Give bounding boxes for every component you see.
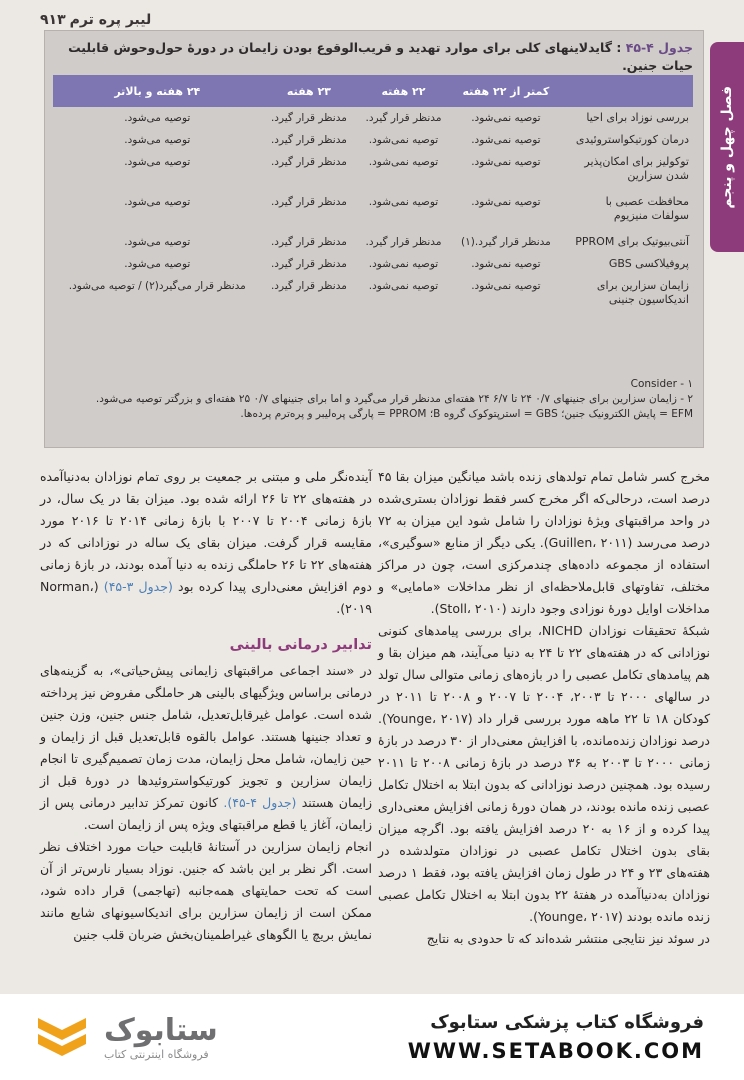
- paragraph: [40, 466, 372, 620]
- chapter-label: فصل چهل و پنجم: [719, 85, 735, 209]
- row-label: درمان کورتیکواستروئیدی: [575, 133, 689, 146]
- table-cell: توصیه می‌شود.: [124, 134, 191, 146]
- table-cell: مدنظر قرار گیرد.: [365, 112, 442, 124]
- logo-subtitle: فروشگاه اینترنتی کتاب: [104, 1048, 209, 1061]
- table-cell: توصیه نمی‌شود.: [368, 134, 439, 146]
- table-cell: توصیه نمی‌شود.: [471, 112, 541, 124]
- table-cell: مدنظر قرار گیرد.(۱): [461, 236, 551, 248]
- table-cell: مدنظر قرار گیرد.: [270, 134, 347, 146]
- table-cell: توصیه می‌شود.: [124, 236, 191, 248]
- table-cell: مدنظر قرار گیرد.: [270, 196, 347, 208]
- row-label: زایمان سزارین برای اندیکاسیون جنینی: [596, 279, 689, 306]
- book-title: لیبر پره ترم: [69, 12, 152, 28]
- row-label: پروفیلاکسی GBS: [608, 257, 689, 270]
- footnote: ۱ - Consider: [630, 378, 693, 390]
- table-title: [45, 31, 703, 75]
- table-header-cell: ۲۴ هفته و بالاتر: [53, 75, 262, 107]
- table-cell: توصیه نمی‌شود.: [471, 134, 541, 146]
- section-heading: تدابیر درمانی بالینی: [229, 637, 372, 653]
- right-text-column: [378, 466, 710, 950]
- store-footer-banner: [0, 994, 744, 1080]
- table-footnotes: [55, 377, 693, 422]
- table-cell: مدنظر قرار گیرد.: [270, 236, 347, 248]
- paragraph-text: در «سند اجماعی مراقبتهای زایمانی پیش‌حیاتی»، به گزینه‌های درمانی براساس ویژگیهای بالینی هر حاملگی مفروض نیز پرداخته شده است. عوامل غیرقابل‌تعدیل، شامل جنس جنین، وزن جنین و تعداد جنینها هستند. عوامل بالقوه قابل‌تعدیل قبل از زایمان و حین زایمان، شامل محل زایمان، مدت زمان تصمیم‌گیری تا انجام زایمان سزارین و تجویز کورتیکواستروئیدها در دورهٔ قبل از زایمان هستند: [40, 663, 372, 810]
- paragraph: در سوئد نیز نتایجی منتشر شده‌اند که تا حدودی به نتایج: [426, 931, 710, 946]
- table-header-cell: ۲۲ هفته: [356, 75, 451, 107]
- logo-text: [104, 1013, 218, 1061]
- table-cell: توصیه می‌شود.: [124, 258, 191, 270]
- table-cell: توصیه نمی‌شود.: [368, 196, 439, 208]
- table-header-cell: [561, 75, 693, 107]
- table-cell: مدنظر قرار گیرد.: [270, 112, 347, 124]
- left-text-column: [40, 466, 372, 946]
- table-cell: توصیه نمی‌شود.: [471, 196, 541, 208]
- paragraph: شبکهٔ تحقیقات نوزادان NICHD، برای بررسی پیامدهای کنونی نوزادانی که در هفته‌های ۲۲ تا ۲۴ به دنیا می‌آیند، هم میزان بقا و هم پیامدهای تکامل عصبی را در بازه‌های زمانی متوالی سال تولد در سالهای ۲۰۰۰ تا ۲۰۰۳، ۲۰۰۴ تا ۲۰۰۷ و ۲۰۰۸ تا ۲۰۱۱ در کودکان ۱۸ تا ۲۲ ماهه مورد بررسی قرار داد (Younge، ۲۰۱۷). درصد نوزادان زنده‌مانده، با افزایش معنی‌دار از ۳۰ درصد در بازهٔ زمانی ۲۰۰۰ تا ۲۰۰۳ به ۳۶ درصد در بازهٔ زمانی ۲۰۰۸ تا ۲۰۱۱ رسیده بود. همچنین درصد نوزادانی که بدون ابتلا به اختلال تکامل عصبی زنده مانده بودند، در همان دورهٔ زمانی افزایش معنی‌داری پیدا کرده و از ۱۶ به ۲۰ درصد افزایش یافته بود. اگرچه میزان بقای بدون اختلال تکامل عصبی در نوزادان متولدشده در هفته‌های ۲۳ و ۲۴ در طول زمان افزایش یافته بود، فقط ۱ درصد نوزادان به‌دنیاآمده در هفتهٔ ۲۲ بدون ابتلا به اختلال تکامل عصبی زنده مانده بودند (Younge، ۲۰۱۷).: [378, 623, 711, 924]
- table-number: جدول ۴-۴۵: [625, 40, 693, 55]
- table-row: [53, 227, 693, 253]
- table-row: [53, 129, 693, 151]
- table-row: [53, 187, 693, 227]
- store-logo[interactable]: [30, 1010, 218, 1064]
- table-cell: توصیه می‌شود.: [124, 112, 191, 124]
- footnote: ۲ - زایمان سزارین برای جنینهای ۰/۷ ۲۴ تا ۶/۷ ۲۴ هفته‌ای مدنظر قرار می‌گیرد و اما برای جنینهای ۰/۷ ۲۵ هفته‌ای و بزرگتر توصیه می‌شود.: [95, 393, 693, 405]
- table-cell: توصیه نمی‌شود.: [368, 258, 439, 270]
- footnote: EFM = پایش الکترونیک جنین؛ GBS = استرپتوکوک گروه B؛ PPROM = پارگی پره‌لیبر و پره‌ترم پرده‌ها.: [240, 408, 693, 420]
- table-row: [53, 253, 693, 275]
- paragraph-text: آینده‌نگر ملی و مبتنی بر جمعیت بر روی تمام نوزادان به‌دنیاآمده در هفته‌های ۲۲ تا ۲۶ ارائه شده بود. میزان بقا در یک سال، در بازهٔ زمانی ۲۰۰۴ تا ۲۰۰۷ با بازهٔ زمانی ۲۰۱۴ تا ۲۰۱۶ مورد مقایسه قرار گرفت. میزان بقای یک ساله در نوزادانی که در هفته‌های ۲۲ تا ۲۶ حاملگی زنده به دنیا آمده بودند، در بازهٔ زمانی دوم افزایش معنی‌داری پیدا کرده بود: [40, 469, 373, 594]
- logo-name: ستابوک: [104, 1013, 218, 1048]
- table-row: [53, 275, 693, 311]
- paragraph: [40, 660, 372, 836]
- table-header-cell: کمتر از ۲۲ هفته: [451, 75, 561, 107]
- guideline-table-box: [44, 30, 704, 448]
- page-number: ۹۱۳: [40, 12, 66, 28]
- row-label: توکولیز برای امکان‌پذیر شدن سزارین: [584, 155, 689, 182]
- table-cell: مدنظر قرار گیرد.: [270, 258, 347, 270]
- table-header-row: [53, 75, 693, 107]
- table-cell: مدنظر قرار گیرد.: [270, 280, 347, 292]
- table-cell: مدنظر قرار می‌گیرد(۲) / توصیه می‌شود.: [68, 280, 246, 292]
- table-header-cell: ۲۳ هفته: [262, 75, 357, 107]
- guideline-table: [53, 75, 693, 311]
- table-reference-link[interactable]: (جدول ۴-۴۵).: [223, 795, 297, 810]
- table-cell: توصیه نمی‌شود.: [471, 258, 541, 270]
- table-cell: توصیه نمی‌شود.: [368, 156, 439, 168]
- paragraph: انجام زایمان سزارین در آستانهٔ قابلیت حیات مورد اختلاف نظر است. اگر نظر بر این باشد که جنین. نوزاد بسیار نارس‌تر از آن است که تحت حمایتهای همه‌جانبه (تهاجمی) قرار داده شود، ممکن است از زایمان سزارین برای اندیکاسیونهای شایع مانند نمایش بریچ یا الگوهای غیراطمینان‌بخش ضربان قلب جنین: [40, 839, 372, 942]
- table-reference-link[interactable]: (جدول ۳-۴۵): [103, 579, 173, 594]
- table-cell: توصیه نمی‌شود.: [368, 280, 439, 292]
- chapter-side-tab: [710, 42, 744, 252]
- table-cell: مدنظر قرار گیرد.: [270, 156, 347, 168]
- table-cell: مدنظر قرار گیرد.: [365, 236, 442, 248]
- chevron-logo-icon: [30, 1010, 94, 1064]
- paragraph-text: کانون تمرکز تدابیر درمانی پس از زایمان، آغاز یا قطع مراقبتهای ویژه پس از زایمان است.: [40, 795, 372, 832]
- store-name: فروشگاه کتاب پزشکی ستابوک: [430, 1011, 704, 1033]
- table-row: [53, 107, 693, 129]
- table-cell: توصیه نمی‌شود.: [471, 280, 541, 292]
- table-cell: توصیه می‌شود.: [124, 156, 191, 168]
- row-label: محافظت عصبی با سولفات منیزیوم: [605, 195, 689, 222]
- paragraph: مخرج کسر شامل تمام تولدهای زنده باشد میانگین میزان بقا ۴۵ درصد است، درحالی‌که اگر مخرج کسر فقط نوزادان بستری‌شده در واحد مراقبتهای ویژهٔ نوزادان را شامل شود این میزان به ۷۲ درصد می‌رسد (Guillen، ۲۰۱۱). یکی دیگر از منابع «سوگیری»، استفاده از مجموعه داده‌های چندمرکزی است، چون در مراکز مختلف، تفاوتهای قابل‌ملاحظه‌ای از نظر مداخلات «مامایی» و مداخلات اوایل دورهٔ نوزادی وجود دارند (Stoll، ۲۰۱۰).: [378, 469, 710, 616]
- row-label: بررسی نوزاد برای احیا: [586, 111, 689, 124]
- store-info: [408, 1012, 704, 1063]
- store-url-link[interactable]: WWW.SETABOOK.COM: [407, 1038, 704, 1063]
- table-row: [53, 151, 693, 187]
- citation: (Norman، ۲۰۱۹).: [40, 579, 372, 616]
- table-cell: توصیه می‌شود.: [124, 196, 191, 208]
- row-label: آنتی‌بیوتیک برای PPROM: [575, 235, 689, 248]
- table-cell: توصیه نمی‌شود.: [471, 156, 541, 168]
- table-title-text: : گایدلاینهای کلی برای موارد تهدید و قریب‌الوقوع بودن زایمان در دورهٔ حول‌وحوش قابلیت حیات جنین.: [68, 40, 693, 73]
